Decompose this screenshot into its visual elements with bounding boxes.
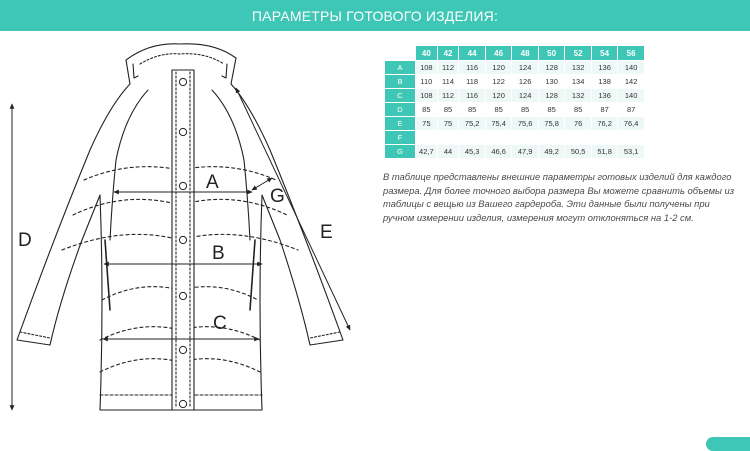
table-cell bbox=[416, 131, 438, 145]
table-cell: 44 bbox=[437, 145, 459, 159]
table-row bbox=[385, 131, 645, 145]
table-cell: 108 bbox=[416, 61, 438, 75]
chat-widget-button[interactable] bbox=[706, 437, 750, 451]
table-cell: 128 bbox=[538, 89, 565, 103]
table-cell: 76,2 bbox=[591, 117, 618, 131]
table-cell: 136 bbox=[591, 89, 618, 103]
table-cell bbox=[618, 131, 645, 145]
label-a: A bbox=[206, 172, 219, 193]
table-cell: 138 bbox=[591, 75, 618, 89]
table-cell: 46,6 bbox=[485, 145, 512, 159]
table-cell: 87 bbox=[591, 103, 618, 117]
table-cell: 42,7 bbox=[416, 145, 438, 159]
table-cell: 75 bbox=[437, 117, 459, 131]
table-cell: 85 bbox=[437, 103, 459, 117]
table-cell: 51,8 bbox=[591, 145, 618, 159]
table-cell: 140 bbox=[618, 89, 645, 103]
title-banner bbox=[0, 0, 750, 31]
table-cell: 87 bbox=[618, 103, 645, 117]
table-cell: 47,9 bbox=[512, 145, 539, 159]
table-cell: 85 bbox=[538, 103, 565, 117]
table-cell: 53,1 bbox=[618, 145, 645, 159]
size-header: 42 bbox=[437, 46, 459, 61]
table-cell: 76,4 bbox=[618, 117, 645, 131]
table-cell: 85 bbox=[512, 103, 539, 117]
table-row bbox=[385, 75, 645, 89]
label-g: G bbox=[270, 186, 285, 207]
size-header: 46 bbox=[485, 46, 512, 61]
jacket-diagram bbox=[0, 31, 375, 443]
table-corner-cell bbox=[385, 46, 416, 61]
table-cell: 85 bbox=[459, 103, 486, 117]
table-cell: 85 bbox=[485, 103, 512, 117]
table-cell: 132 bbox=[565, 89, 592, 103]
table-cell: 108 bbox=[416, 89, 438, 103]
table-row bbox=[385, 103, 645, 117]
table-cell: 75,8 bbox=[538, 117, 565, 131]
table-row bbox=[385, 61, 645, 75]
table-cell: 85 bbox=[565, 103, 592, 117]
table-row bbox=[385, 89, 645, 103]
label-b: B bbox=[212, 243, 225, 264]
label-e: E bbox=[320, 222, 333, 243]
size-header: 50 bbox=[538, 46, 565, 61]
table-cell bbox=[485, 131, 512, 145]
size-header: 56 bbox=[618, 46, 645, 61]
table-cell: 75,4 bbox=[485, 117, 512, 131]
size-header: 40 bbox=[416, 46, 438, 61]
row-label: D bbox=[385, 103, 416, 117]
size-header: 44 bbox=[459, 46, 486, 61]
table-cell bbox=[512, 131, 539, 145]
table-cell: 134 bbox=[565, 75, 592, 89]
table-cell: 110 bbox=[416, 75, 438, 89]
row-label: E bbox=[385, 117, 416, 131]
table-header-row bbox=[385, 46, 645, 61]
row-label: F bbox=[385, 131, 416, 145]
table-row bbox=[385, 145, 645, 159]
table-cell bbox=[591, 131, 618, 145]
table-cell bbox=[565, 131, 592, 145]
table-cell: 75,2 bbox=[459, 117, 486, 131]
table-cell bbox=[538, 131, 565, 145]
row-label: G bbox=[385, 145, 416, 159]
table-cell: 122 bbox=[485, 75, 512, 89]
table-cell: 130 bbox=[538, 75, 565, 89]
table-cell bbox=[459, 131, 486, 145]
table-cell: 116 bbox=[459, 89, 486, 103]
table-cell: 75 bbox=[416, 117, 438, 131]
table-cell: 140 bbox=[618, 61, 645, 75]
table-cell: 118 bbox=[459, 75, 486, 89]
table-cell: 132 bbox=[565, 61, 592, 75]
table-cell: 128 bbox=[538, 61, 565, 75]
table-cell: 116 bbox=[459, 61, 486, 75]
banner-title: ПАРАМЕТРЫ ГОТОВОГО ИЗДЕЛИЯ: bbox=[251, 7, 499, 24]
row-label: C bbox=[385, 89, 416, 103]
table-row bbox=[385, 117, 645, 131]
size-header: 54 bbox=[591, 46, 618, 61]
table-cell: 120 bbox=[485, 89, 512, 103]
table-cell: 124 bbox=[512, 89, 539, 103]
label-c: C bbox=[213, 313, 227, 334]
table-cell: 75,6 bbox=[512, 117, 539, 131]
table-cell: 142 bbox=[618, 75, 645, 89]
size-note: В таблице представлены внешние параметры готовых изделий для каждого размера. Для более точного выбора размера Вы можете сравнить объемы из таблицы с вещью из Вашего гардероба. Эти данные были получены при ручном измерении изделия, измерения могут отклоняться на 1-2 см. bbox=[383, 171, 735, 223]
table-cell: 76 bbox=[565, 117, 592, 131]
table-cell: 112 bbox=[437, 61, 459, 75]
table-cell: 50,5 bbox=[565, 145, 592, 159]
size-header: 52 bbox=[565, 46, 592, 61]
table-cell: 49,2 bbox=[538, 145, 565, 159]
table-cell: 114 bbox=[437, 75, 459, 89]
size-header: 48 bbox=[512, 46, 539, 61]
label-d: D bbox=[18, 230, 32, 251]
table-cell: 126 bbox=[512, 75, 539, 89]
table-cell: 45,3 bbox=[459, 145, 486, 159]
table-cell: 136 bbox=[591, 61, 618, 75]
table-cell: 112 bbox=[437, 89, 459, 103]
row-label: B bbox=[385, 75, 416, 89]
table-cell: 120 bbox=[485, 61, 512, 75]
table-cell bbox=[437, 131, 459, 145]
row-label: A bbox=[385, 61, 416, 75]
table-cell: 85 bbox=[416, 103, 438, 117]
table-cell: 124 bbox=[512, 61, 539, 75]
size-table bbox=[384, 45, 645, 159]
